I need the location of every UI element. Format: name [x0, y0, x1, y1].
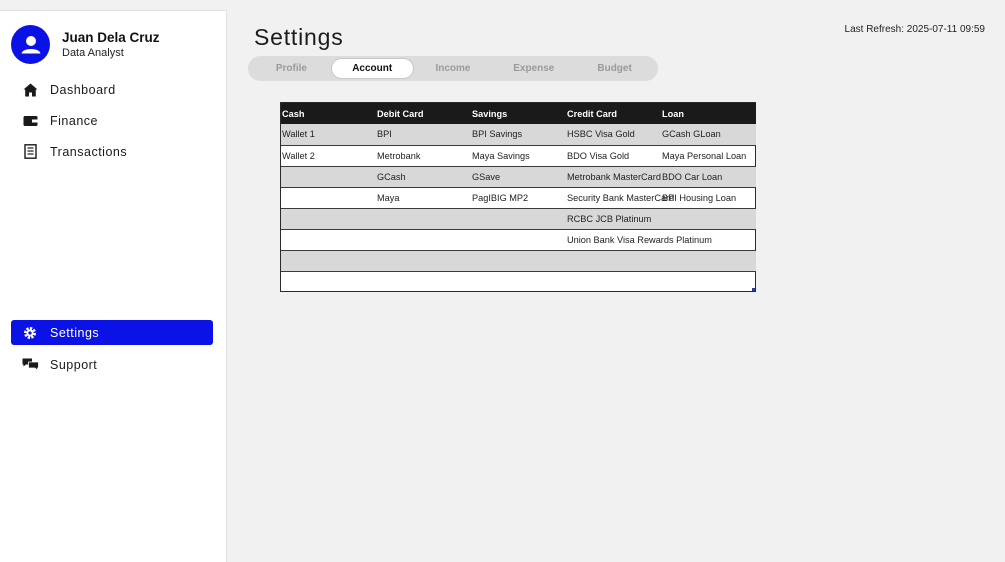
table-cell[interactable] [281, 229, 376, 250]
table-cell[interactable]: Maya Savings [471, 145, 566, 166]
nav-label-finance: Finance [50, 113, 98, 128]
table-cell[interactable] [281, 166, 376, 187]
column-header[interactable]: Loan [661, 103, 756, 124]
table-cell[interactable] [376, 208, 471, 229]
nav-item-finance[interactable] [11, 108, 213, 133]
table-cell[interactable] [281, 208, 376, 229]
table-cell[interactable] [376, 229, 471, 250]
table-cell[interactable]: BDO Visa Gold [566, 145, 661, 166]
table-header-row [281, 103, 756, 124]
table-row [281, 229, 756, 250]
table-cell[interactable]: BDO Car Loan [661, 166, 756, 187]
table-cell[interactable] [471, 250, 566, 271]
table-row [281, 187, 756, 208]
table-row [281, 271, 756, 292]
nav-label-transactions: Transactions [50, 144, 128, 159]
table-cell[interactable]: HSBC Visa Gold [566, 124, 661, 145]
wallet-icon [22, 113, 38, 129]
column-header[interactable]: Savings [471, 103, 566, 124]
table-cell[interactable] [566, 271, 661, 292]
table-cell[interactable] [376, 250, 471, 271]
tab-expense[interactable]: Expense [513, 63, 555, 74]
tab-income[interactable]: Income [435, 63, 471, 74]
nav-label-dashboard: Dashboard [50, 82, 116, 97]
table-cell[interactable]: Metrobank MasterCard [566, 166, 661, 187]
column-header[interactable]: Debit Card [376, 103, 471, 124]
receipt-icon [22, 144, 38, 160]
table-cell[interactable]: Wallet 1 [281, 124, 376, 145]
gear-icon [22, 325, 38, 341]
table-row [281, 145, 756, 166]
table-resize-handle[interactable] [752, 288, 755, 291]
settings-tabs [248, 56, 658, 81]
page-title: Settings [254, 24, 344, 50]
tab-profile[interactable]: Profile [275, 63, 307, 74]
table-cell[interactable] [376, 271, 471, 292]
tab-budget[interactable]: Budget [597, 63, 632, 74]
table-cell[interactable]: GSave [471, 166, 566, 187]
table-cell[interactable]: BPI [376, 124, 471, 145]
table-cell[interactable]: GCash [376, 166, 471, 187]
user-profile [11, 25, 160, 64]
table-cell[interactable]: Security Bank MasterCard [566, 187, 661, 208]
table-cell[interactable]: Maya [376, 187, 471, 208]
sidebar [0, 10, 227, 562]
user-role: Data Analyst [62, 46, 124, 59]
table-cell[interactable] [661, 208, 756, 229]
nav-label-settings: Settings [50, 325, 100, 340]
table-cell[interactable] [471, 208, 566, 229]
table-cell[interactable] [661, 250, 756, 271]
chat-bubbles-icon [22, 357, 38, 373]
table-row [281, 166, 756, 187]
table-cell[interactable]: Union Bank Visa Rewards Platinum [566, 229, 661, 250]
table-cell[interactable] [281, 187, 376, 208]
home-icon [22, 82, 38, 98]
table-cell[interactable]: Metrobank [376, 145, 471, 166]
user-name: Juan Dela Cruz [62, 29, 160, 45]
table-cell[interactable] [661, 271, 756, 292]
accounts-table [280, 102, 756, 292]
nav-item-transactions[interactable] [11, 139, 213, 164]
table-row [281, 208, 756, 229]
column-header[interactable]: Cash [281, 103, 376, 124]
table-cell[interactable] [281, 271, 376, 292]
tab-account[interactable]: Account [332, 59, 413, 78]
table-cell[interactable]: GCash GLoan [661, 124, 756, 145]
table-cell[interactable]: RCBC JCB Platinum [566, 208, 661, 229]
nav-item-dashboard[interactable] [11, 77, 213, 102]
table-cell[interactable] [471, 229, 566, 250]
nav-item-settings[interactable] [11, 320, 213, 345]
table-row [281, 250, 756, 271]
last-refresh-timestamp: Last Refresh: 2025-07-11 09:59 [844, 24, 985, 35]
nav-item-support[interactable] [11, 352, 213, 377]
avatar[interactable] [11, 25, 50, 64]
table-cell[interactable]: PagIBIG MP2 [471, 187, 566, 208]
table-cell[interactable] [566, 250, 661, 271]
table-cell[interactable]: BPI Housing Loan [661, 187, 756, 208]
table-cell[interactable]: Wallet 2 [281, 145, 376, 166]
table-row [281, 124, 756, 145]
table-cell[interactable] [281, 250, 376, 271]
column-header[interactable]: Credit Card [566, 103, 661, 124]
nav-label-support: Support [50, 357, 98, 372]
table-cell[interactable] [471, 271, 566, 292]
table-cell[interactable]: BPI Savings [471, 124, 566, 145]
user-icon [18, 32, 44, 58]
table-cell[interactable]: Maya Personal Loan [661, 145, 756, 166]
